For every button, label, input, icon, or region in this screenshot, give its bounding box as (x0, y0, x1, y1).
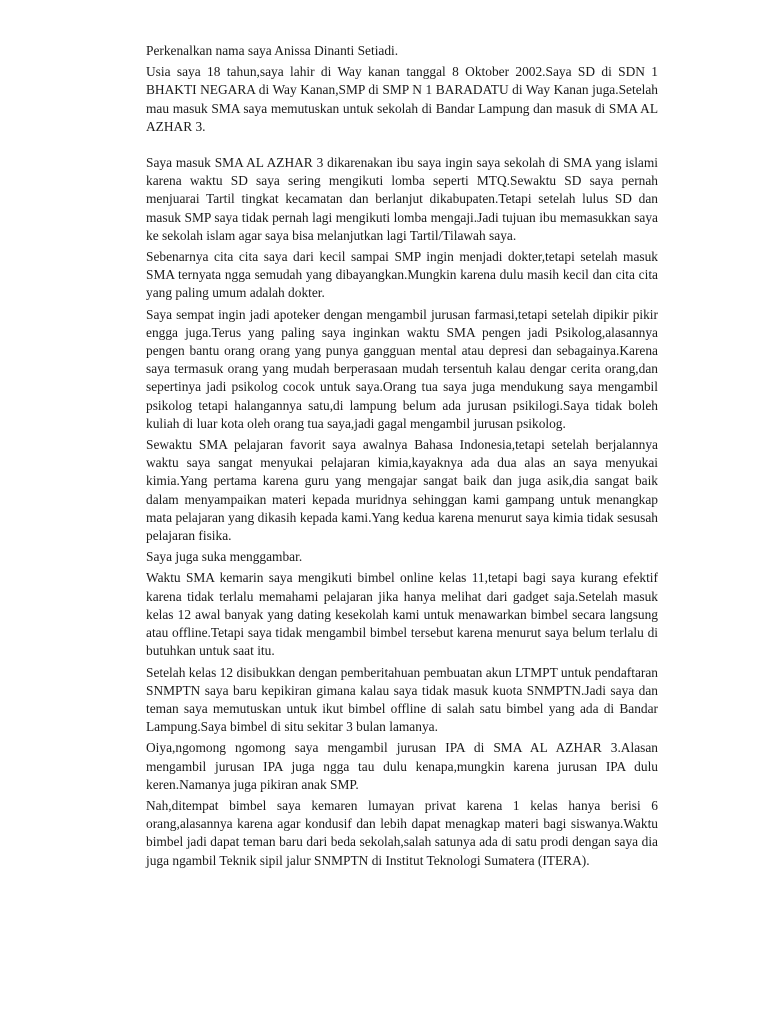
paragraph-favorite-subject: Sewaktu SMA pelajaran favorit saya awalnya Bahasa Indonesia,tetapi setelah berjalannya waktu saya sangat menyukai pelajaran kimia,kayaknya ada dua alas an saya menyukai kimia.Yang pertama karena guru yang mengajar sangat baik dan juga asik,dia sangat baik dalam menyampaikan materi kepada muridnya sehinggan kami gampang untuk menangkap mata pelajaran yang dikasih kepada kami.Yang kedua karena menurut saya kimia tidak sesusah pelajaran fisika. (146, 437, 658, 544)
paragraph-introduction: Perkenalkan nama saya Anissa Dinanti Setiadi. (146, 43, 399, 58)
paragraph-dream-doctor: Sebenarnya cita cita saya dari kecil sampai SMP ingin menjadi dokter,tetapi setelah masuk SMA ternyata ngga semudah yang dibayangkan.Mungkin karena dulu masih kecil dan cita cita yang paling umum adalah dokter. (146, 249, 658, 301)
paragraph-ipa-major: Oiya,ngomong ngomong saya mengambil jurusan IPA di SMA AL AZHAR 3.Alasan mengambil jurusan IPA juga ngga tau dulu kenapa,mungkin karena jurusan IPA dulu keren.Namanya juga pikiran anak SMP. (146, 740, 658, 792)
paragraph-drawing: Saya juga suka menggambar. (146, 549, 303, 565)
paragraph-background: Usia saya 18 tahun,saya lahir di Way kanan tanggal 8 Oktober 2002.Saya SD di SDN 1 BHAKTI NEGARA di Way Kanan,SMP di SMP N 1 BARADATU di Way Kanan juga.Setelah mau masuk SMA saya memutuskan untuk sekolah di Bandar Lampung dan masuk di SMA AL AZHAR 3. (146, 64, 658, 134)
paragraph-online-tutoring: Waktu SMA kemarin saya mengikuti bimbel online kelas 11,tetapi bagi saya kurang efektif karena tidak terlalu memahami pelajaran jika hanya melihat dari gadget saja.Setelah masuk kelas 12 awal banyak yang dating kesekolah kami untuk menawarkan bimbel secara langsung atau offline.Tetapi saya tidak mengambil bimbel tersebut karena menurut saya belum terlalu di butuhkan untuk saat itu. (146, 570, 658, 659)
paragraph-offline-tutoring: Setelah kelas 12 disibukkan dengan pemberitahuan pembuatan akun LTMPT untuk pendaftaran SNMPTN saya baru kepikiran gimana kalau saya tidak masuk kuota SNMPTN.Jadi saya dan teman saya memutuskan untuk ikut bimbel offline di salah satu bimbel yang ada di Bandar Lampung.Saya bimbel di situ sekitar 3 bulan lamanya. (146, 664, 658, 735)
paragraph-tutoring-place: Nah,ditempat bimbel saya kemaren lumayan privat karena 1 kelas hanya berisi 6 orang,alasannya karena agar kondusif dan lebih dapat menagkap materi bagi siswanya.Waktu bimbel jadi dapat teman baru dari beda sekolah,salah satunya ada di satu prodi dengan saya dia juga ngambil Teknik sipil jalur SNMPTN di Institut Teknologi Sumatera (ITERA). (146, 797, 658, 868)
paragraph-school-reason: Saya masuk SMA AL AZHAR 3 dikarenakan ibu saya ingin saya sekolah di SMA yang islami karena waktu SD saya sering mengikuti lomba seperti MTQ.Sewaktu SD saya pernah menjuarai Tartil tingkat kecamatan dan berlanjut dikabupaten.Tetapi setelah lulus SD dan masuk SMP saya tidak pernah lagi mengikuti lomba mengaji.Jadi tujuan ibu memasukkan saya ke sekolah islam agar saya bisa melanjutkan lagi Tartil/Tilawah saya. (146, 155, 658, 243)
document-body (146, 42, 658, 870)
paragraph-psychologist: Saya sempat ingin jadi apoteker dengan mengambil jurusan farmasi,tetapi setelah dipikir pikir engga juga.Terus yang paling saya inginkan waktu SMA pengen jadi Psikolog,alasannya pengen bantu orang orang yang punya gangguan mental atau depresi dan sebagainya.Karena saya termasuk orang yang mudah berperasaan mudah tersentuh kalau dengar cerita orang,dan sepertinya jadi psikolog cocok untuk saya.Orang tua saya juga mendukung saya mengambil psikolog tetapi halangannya satu,di lampung belum ada jurusan psikilogi.Saya tidak boleh kuliah di luar kota oleh orang tua saya,jadi gagal mengambil jurusan psikolog. (146, 306, 658, 431)
